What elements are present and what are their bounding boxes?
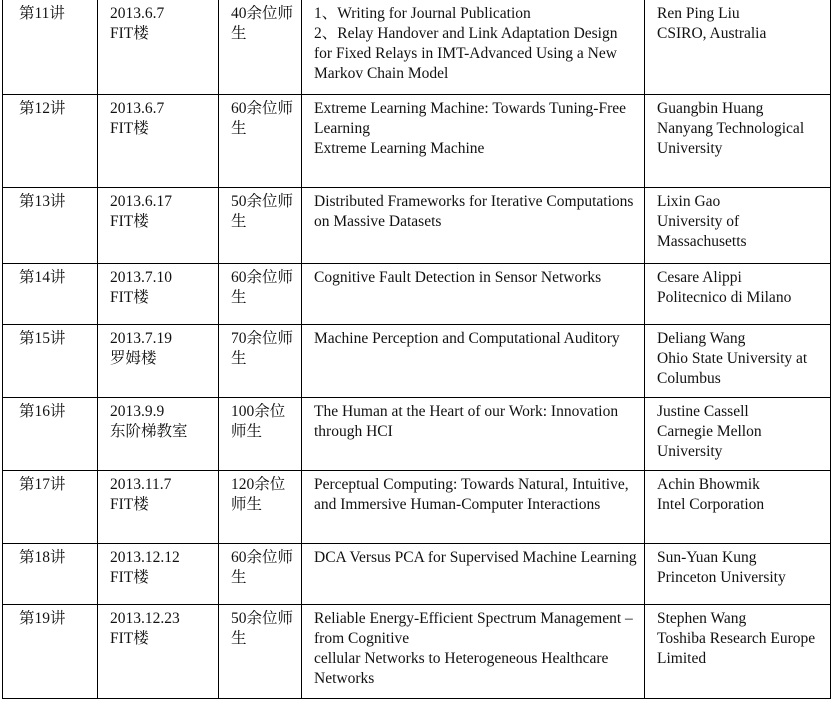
lecture-title: Cognitive Fault Detection in Sensor Networks — [302, 263, 645, 324]
speaker-affiliation: Princeton University — [657, 568, 786, 586]
speaker-name: Ren Ping Liu — [657, 5, 740, 22]
date-venue-cell — [98, 187, 219, 263]
date-venue-cell — [98, 543, 219, 604]
audience-count: 50余位师生 — [219, 187, 302, 263]
speaker-affiliation: Politecnico di Milano — [657, 288, 792, 306]
audience-count: 40余位师生 — [219, 0, 302, 94]
lecture-number: 第13讲 — [3, 187, 98, 263]
lecture-number: 第17讲 — [3, 470, 98, 543]
lecture-date: 2013.12.23 — [110, 609, 180, 627]
speaker-affiliation: Nanyang Technological University — [657, 119, 805, 157]
table-row — [3, 263, 831, 324]
lecture-number: 第14讲 — [3, 263, 98, 324]
audience-count: 100余位师生 — [219, 397, 302, 470]
speaker-name: Guangbin Huang — [657, 99, 764, 117]
table-row — [3, 187, 831, 263]
speaker-name: Stephen Wang — [657, 609, 747, 627]
audience-count: 120余位师生 — [219, 470, 302, 543]
date-venue-cell — [98, 470, 219, 543]
speaker-cell — [645, 0, 831, 94]
lecture-title: Reliable Energy-Efficient Spectrum Management – from Cognitive cellular Networks to Heterogeneous Healthcare Networks — [302, 604, 645, 698]
table-row — [3, 470, 831, 543]
lecture-date: 2013.11.7 — [110, 475, 172, 493]
lecture-title: The Human at the Heart of our Work: Innovation through HCI — [302, 397, 645, 470]
audience-count: 60余位师生 — [219, 94, 302, 187]
lecture-date: 2013.12.12 — [110, 548, 180, 566]
speaker-affiliation: Toshiba Research Europe Limited — [657, 629, 816, 667]
lecture-date: 2013.6.7 — [110, 99, 165, 117]
speaker-cell — [645, 94, 831, 187]
speaker-cell — [645, 604, 831, 698]
lecture-title: Extreme Learning Machine: Towards Tuning-Free Learning Extreme Learning Machine — [302, 94, 645, 187]
lecture-number: 第12讲 — [3, 94, 98, 187]
speaker-cell — [645, 470, 831, 543]
table-row — [3, 604, 831, 698]
lecture-date: 2013.7.19 — [110, 329, 172, 347]
speaker-name: Deliang Wang — [657, 329, 746, 347]
speaker-affiliation: CSIRO, Australia — [657, 25, 767, 42]
lecture-number: 第11讲 — [3, 0, 98, 94]
speaker-cell — [645, 543, 831, 604]
lecture-venue: FIT楼 — [110, 212, 149, 230]
table-row — [3, 324, 831, 397]
audience-count: 60余位师生 — [219, 543, 302, 604]
lecture-date: 2013.7.10 — [110, 268, 172, 286]
table-body — [3, 0, 831, 698]
lecture-title: Distributed Frameworks for Iterative Computations on Massive Datasets — [302, 187, 645, 263]
lecture-number: 第16讲 — [3, 397, 98, 470]
table-row — [3, 0, 831, 94]
speaker-name: Sun-Yuan Kung — [657, 548, 757, 566]
lecture-schedule-table — [2, 0, 831, 699]
lecture-date: 2013.6.17 — [110, 192, 172, 210]
lecture-title: 1、Writing for Journal Publication 2、Relay Handover and Link Adaptation Design for Fixed Relays in IMT-Advanced Using a New Markov Chain Model — [302, 0, 645, 94]
lecture-venue: 东阶梯教室 — [110, 422, 188, 440]
date-venue-cell — [98, 604, 219, 698]
lecture-venue: FIT楼 — [110, 288, 149, 306]
speaker-cell — [645, 397, 831, 470]
speaker-name: Lixin Gao — [657, 192, 721, 210]
table-row — [3, 94, 831, 187]
lecture-title: Perceptual Computing: Towards Natural, Intuitive, and Immersive Human-Computer Interactions — [302, 470, 645, 543]
date-venue-cell — [98, 0, 219, 94]
lecture-date: 2013.6.7 — [110, 5, 165, 22]
speaker-affiliation: Ohio State University at Columbus — [657, 349, 808, 387]
speaker-cell — [645, 187, 831, 263]
lecture-venue: FIT楼 — [110, 495, 149, 513]
lecture-title: Machine Perception and Computational Auditory — [302, 324, 645, 397]
lecture-title: DCA Versus PCA for Supervised Machine Learning — [302, 543, 645, 604]
speaker-cell — [645, 324, 831, 397]
table-row — [3, 543, 831, 604]
lecture-venue: FIT楼 — [110, 629, 149, 647]
audience-count: 60余位师生 — [219, 263, 302, 324]
date-venue-cell — [98, 324, 219, 397]
audience-count: 50余位师生 — [219, 604, 302, 698]
speaker-affiliation: Intel Corporation — [657, 495, 765, 513]
table-row — [3, 397, 831, 470]
audience-count: 70余位师生 — [219, 324, 302, 397]
date-venue-cell — [98, 397, 219, 470]
lecture-number: 第18讲 — [3, 543, 98, 604]
lecture-venue: FIT楼 — [110, 568, 149, 586]
date-venue-cell — [98, 263, 219, 324]
speaker-affiliation: Carnegie Mellon University — [657, 422, 762, 460]
speaker-cell — [645, 263, 831, 324]
speaker-name: Justine Cassell — [657, 402, 749, 420]
speaker-affiliation: University of Massachusetts — [657, 212, 747, 250]
lecture-venue: 罗姆楼 — [110, 349, 157, 367]
lecture-number: 第19讲 — [3, 604, 98, 698]
lecture-number: 第15讲 — [3, 324, 98, 397]
speaker-name: Achin Bhowmik — [657, 475, 760, 493]
date-venue-cell — [98, 94, 219, 187]
lecture-venue: FIT楼 — [110, 25, 149, 42]
lecture-venue: FIT楼 — [110, 119, 149, 137]
speaker-name: Cesare Alippi — [657, 268, 742, 286]
lecture-date: 2013.9.9 — [110, 402, 165, 420]
